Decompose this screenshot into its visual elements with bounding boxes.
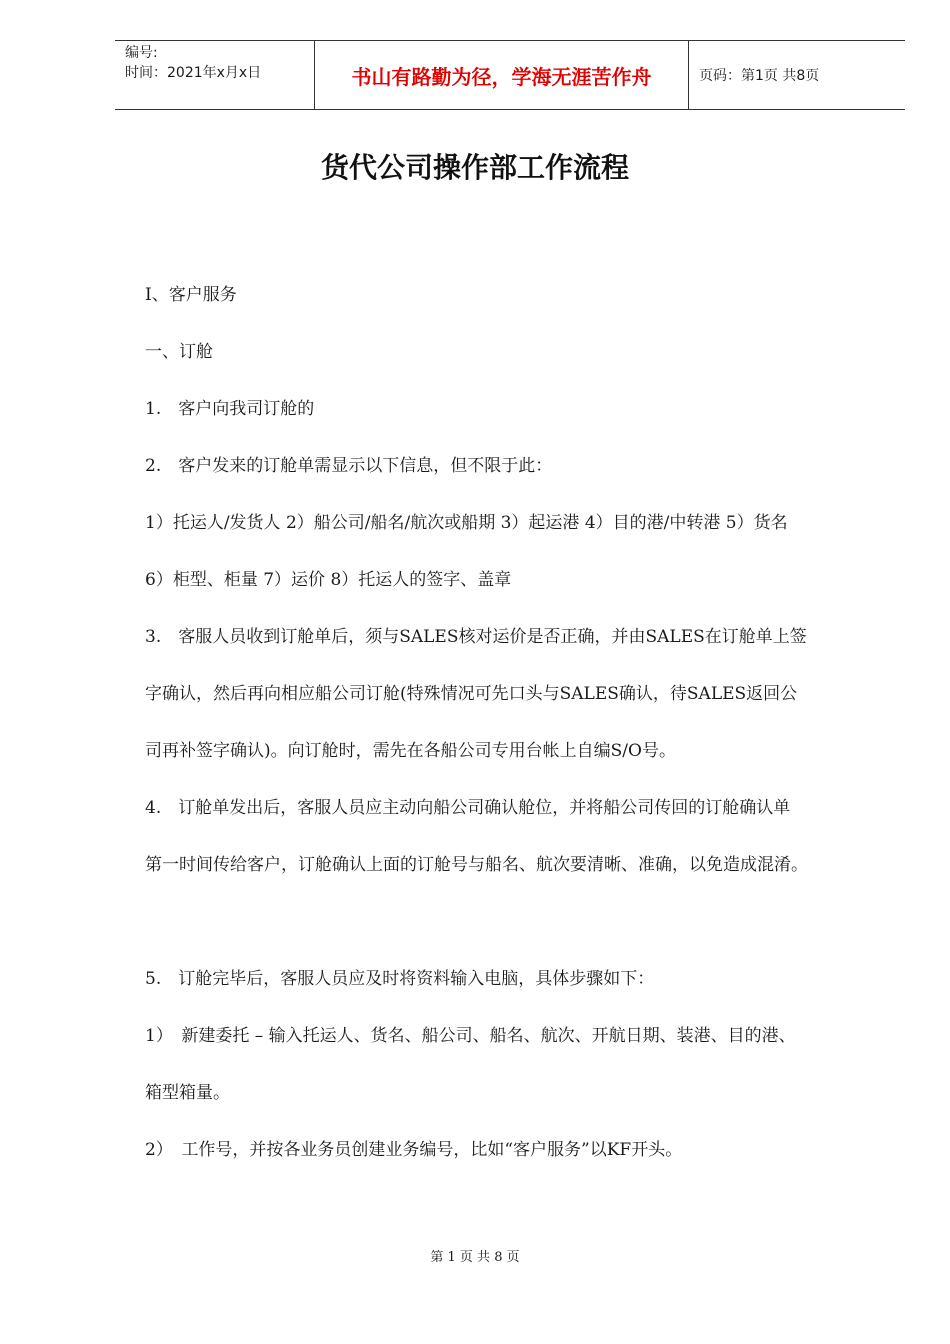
subsection-heading: 一、订舱 — [145, 342, 213, 362]
paragraph-line: 1）托运人/发货人 2）船公司/船名/航次或船期 3）起运港 4）目的港/中转港 5）货名 — [145, 513, 788, 533]
header-page-info: 页码：第1页 共8页 — [699, 68, 820, 84]
number-label: 编号: — [125, 45, 158, 61]
paragraph-line: 1. 客户向我司订舱的 — [145, 399, 315, 419]
page-header — [115, 40, 905, 110]
paragraph-line: 2） 工作号，并按各业务员创建业务编号，比如“客户服务”以KF开头。 — [145, 1140, 683, 1160]
time-label: 时间：2021年x月x日 — [125, 65, 262, 81]
section-heading: I、客户服务 — [145, 285, 237, 305]
paragraph-line: 5. 订舱完毕后，客服人员应及时将资料输入电脑，具体步骤如下： — [145, 969, 655, 989]
paragraph-line: 1） 新建委托 – 输入托运人、货名、船公司、船名、航次、开航日期、装港、目的港、 — [145, 1026, 796, 1046]
paragraph-line: 6）柜型、柜量 7）运价 8）托运人的签字、盖章 — [145, 570, 512, 590]
paragraph-line: 第一时间传给客户，订舱确认上面的订舱号与船名、航次要清晰、准确，以免造成混淆。 — [145, 855, 808, 875]
paragraph-line: 司再补签字确认)。向订舱时，需先在各船公司专用台帐上自编S/O号。 — [145, 741, 676, 761]
paragraph-line: 2. 客户发来的订舱单需显示以下信息，但不限于此： — [145, 456, 553, 476]
paragraph-line: 4. 订舱单发出后，客服人员应主动向船公司确认舱位，并将船公司传回的订舱确认单 — [145, 798, 791, 818]
paragraph-line: 3. 客服人员收到订舱单后，须与SALES核对运价是否正确，并由SALES在订舱单上签 — [145, 627, 807, 647]
document-body — [145, 281, 905, 1193]
paragraph-line: 字确认，然后再向相应船公司订舱(特殊情况可先口头与SALES确认，待SALES返回公 — [145, 684, 798, 704]
document-title: 货代公司操作部工作流程 — [320, 151, 629, 184]
header-motto: 书山有路勤为径，学海无涯苦作舟 — [315, 41, 689, 109]
header-meta — [115, 41, 315, 109]
paragraph-line: 箱型箱量。 — [145, 1083, 230, 1103]
page-footer: 第 1 页 共 8 页 — [430, 1250, 520, 1265]
